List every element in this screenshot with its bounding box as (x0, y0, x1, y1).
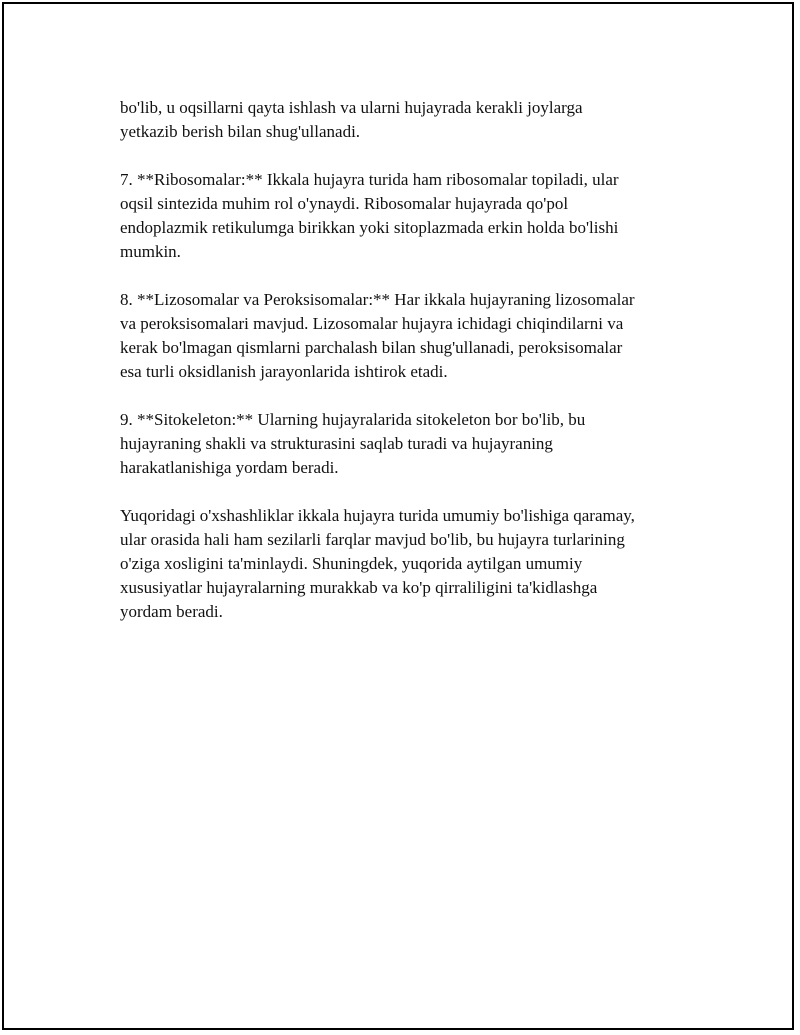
text-line: oqsil sintezida muhim rol o'ynaydi. Ribosomalar hujayrada qo'pol (120, 194, 569, 213)
document-body (120, 96, 700, 648)
text-line: kerak bo'lmagan qismlarni parchalash bilan shug'ullanadi, peroksisomalar (120, 338, 623, 357)
text-line: ular orasida hali ham sezilarli farqlar mavjud bo'lib, bu hujayra turlarining (120, 530, 625, 549)
text-line: xususiyatlar hujayralarning murakkab va ko'p qirraliligini ta'kidlashga (120, 578, 598, 597)
text-line: hujayraning shakli va strukturasini saqlab turadi va hujayraning (120, 434, 553, 453)
paragraph-cytoskeleton (120, 408, 700, 480)
paragraph-ribosomes (120, 168, 700, 264)
text-line: harakatlanishiga yordam beradi. (120, 458, 339, 477)
text-line: o'ziga xosligini ta'minlaydi. Shuningdek, yuqorida aytilgan umumiy (120, 554, 583, 573)
text-line: mumkin. (120, 242, 181, 261)
text-line: esa turli oksidlanish jarayonlarida ishtirok etadi. (120, 362, 448, 381)
text-line: 7. **Ribosomalar:** Ikkala hujayra turida ham ribosomalar topiladi, ular (120, 170, 619, 189)
text-line: yetkazib berish bilan shug'ullanadi. (120, 122, 361, 141)
text-line: yordam beradi. (120, 602, 223, 621)
document-page (2, 2, 794, 1030)
paragraph-lysosomes-peroxisomes (120, 288, 700, 384)
text-line: 8. **Lizosomalar va Peroksisomalar:** Har ikkala hujayraning lizosomalar (120, 290, 635, 309)
text-line: va peroksisomalari mavjud. Lizosomalar hujayra ichidagi chiqindilarni va (120, 314, 624, 333)
text-line: 9. **Sitokeleton:** Ularning hujayralarida sitokeleton bor bo'lib, bu (120, 410, 586, 429)
text-line: Yuqoridagi o'xshashliklar ikkala hujayra turida umumiy bo'lishiga qaramay, (120, 506, 635, 525)
paragraph-conclusion (120, 504, 700, 624)
paragraph-golgi-continuation (120, 96, 700, 144)
text-line: bo'lib, u oqsillarni qayta ishlash va ularni hujayrada kerakli joylarga (120, 98, 583, 117)
text-line: endoplazmik retikulumga birikkan yoki sitoplazmada erkin holda bo'lishi (120, 218, 619, 237)
